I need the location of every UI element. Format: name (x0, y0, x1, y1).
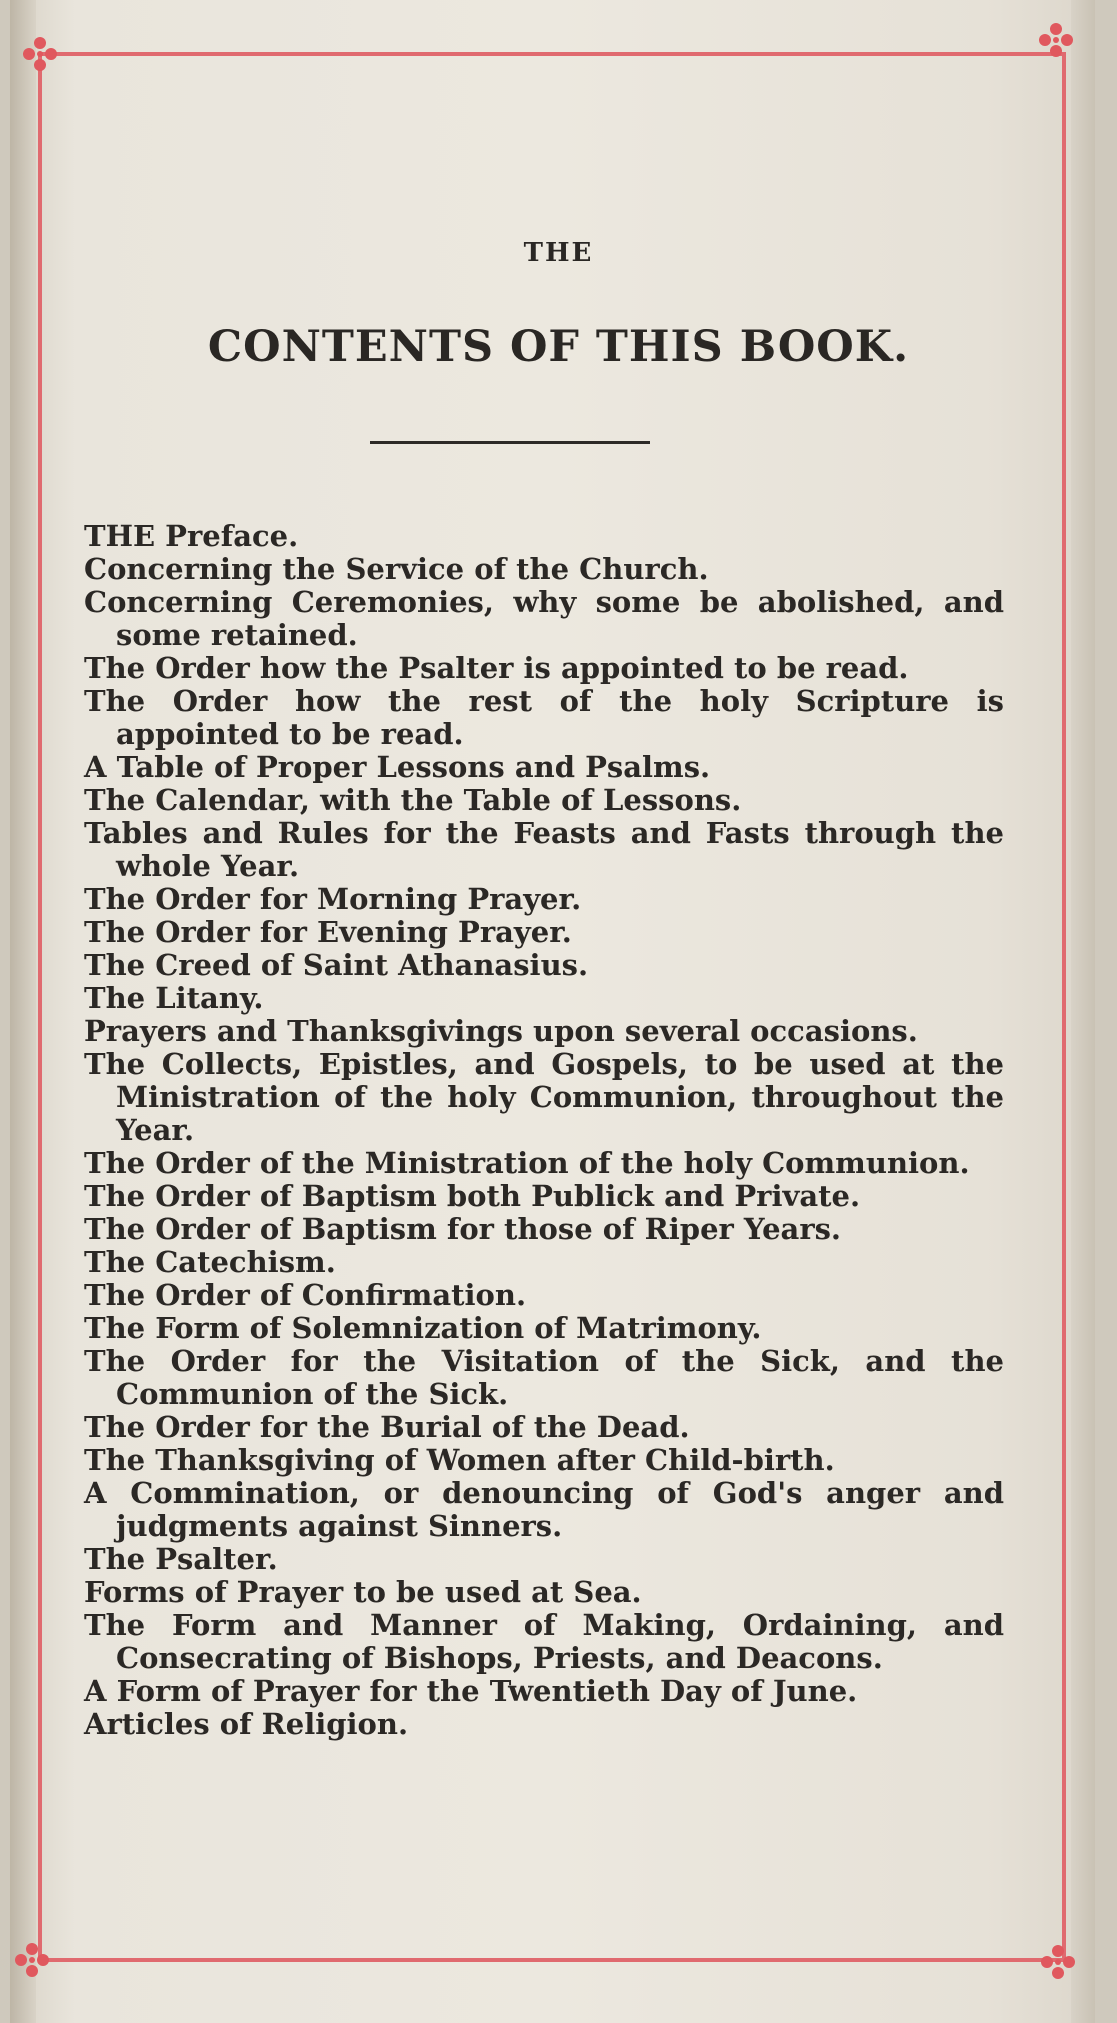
list-item: The Catechism. (84, 1245, 336, 1279)
list-item: The Order how the rest of the holy Scripture is appointed to be read. (84, 684, 1004, 751)
list-item: The Order for the Burial of the Dead. (84, 1410, 690, 1444)
page-edge-shadow (1071, 0, 1095, 2023)
corner-ornament-bottom-left-icon (10, 1938, 54, 1982)
list-item: The Psalter. (84, 1542, 278, 1576)
list-item: Prayers and Thanksgivings upon several occasions. (84, 1014, 918, 1048)
list-item: The Litany. (84, 981, 264, 1015)
list-item: The Order of Confirmation. (84, 1278, 527, 1312)
corner-ornament-bottom-right-icon (1036, 1940, 1080, 1984)
list-item: Concerning the Service of the Church. (84, 552, 709, 586)
corner-ornament-top-left-icon (18, 32, 62, 76)
list-item: The Form and Manner of Making, Ordaining, and Consecrating of Bishops, Priests, and Deacons. (84, 1608, 1004, 1675)
list-item: The Collects, Epistles, and Gospels, to be used at the Ministration of the holy Communion, throughout the Year. (84, 1047, 1004, 1147)
list-item: A Form of Prayer for the Twentieth Day of June. (84, 1674, 858, 1708)
list-item: The Order for the Visitation of the Sick, and the Communion of the Sick. (84, 1344, 1004, 1411)
list-item: The Order for Evening Prayer. (84, 915, 572, 949)
page-title: CONTENTS OF THIS BOOK. (207, 322, 910, 372)
list-item: The Creed of Saint Athanasius. (84, 948, 589, 982)
list-item: THE Preface. (84, 519, 299, 553)
list-item: Tables and Rules for the Feasts and Fasts through the whole Year. (84, 816, 1004, 883)
list-item: Forms of Prayer to be used at Sea. (84, 1575, 642, 1609)
list-item: A Commination, or denouncing of God's anger and judgments against Sinners. (84, 1476, 1004, 1543)
list-item: The Thanksgiving of Women after Child-birth. (84, 1443, 835, 1477)
list-item: Articles of Religion. (84, 1707, 409, 1741)
list-item: Concerning Ceremonies, why some be abolished, and some retained. (84, 585, 1004, 652)
list-item: The Order for Morning Prayer. (84, 882, 582, 916)
corner-ornament-top-right-icon (1034, 18, 1078, 62)
list-item: The Order of Baptism both Publick and Private. (84, 1179, 861, 1213)
list-item: The Order of the Ministration of the holy Communion. (84, 1146, 970, 1180)
contents-list (84, 520, 1004, 1741)
list-item: The Form of Solemnization of Matrimony. (84, 1311, 762, 1345)
list-item: The Order of Baptism for those of Riper Years. (84, 1212, 842, 1246)
book-spine-shadow (10, 0, 36, 2023)
list-item: The Order how the Psalter is appointed to be read. (84, 651, 909, 685)
list-item: The Calendar, with the Table of Lessons. (84, 783, 742, 817)
title-rule-divider (370, 441, 650, 444)
list-item: A Table of Proper Lessons and Psalms. (84, 750, 711, 784)
heading-small: THE (523, 238, 594, 268)
